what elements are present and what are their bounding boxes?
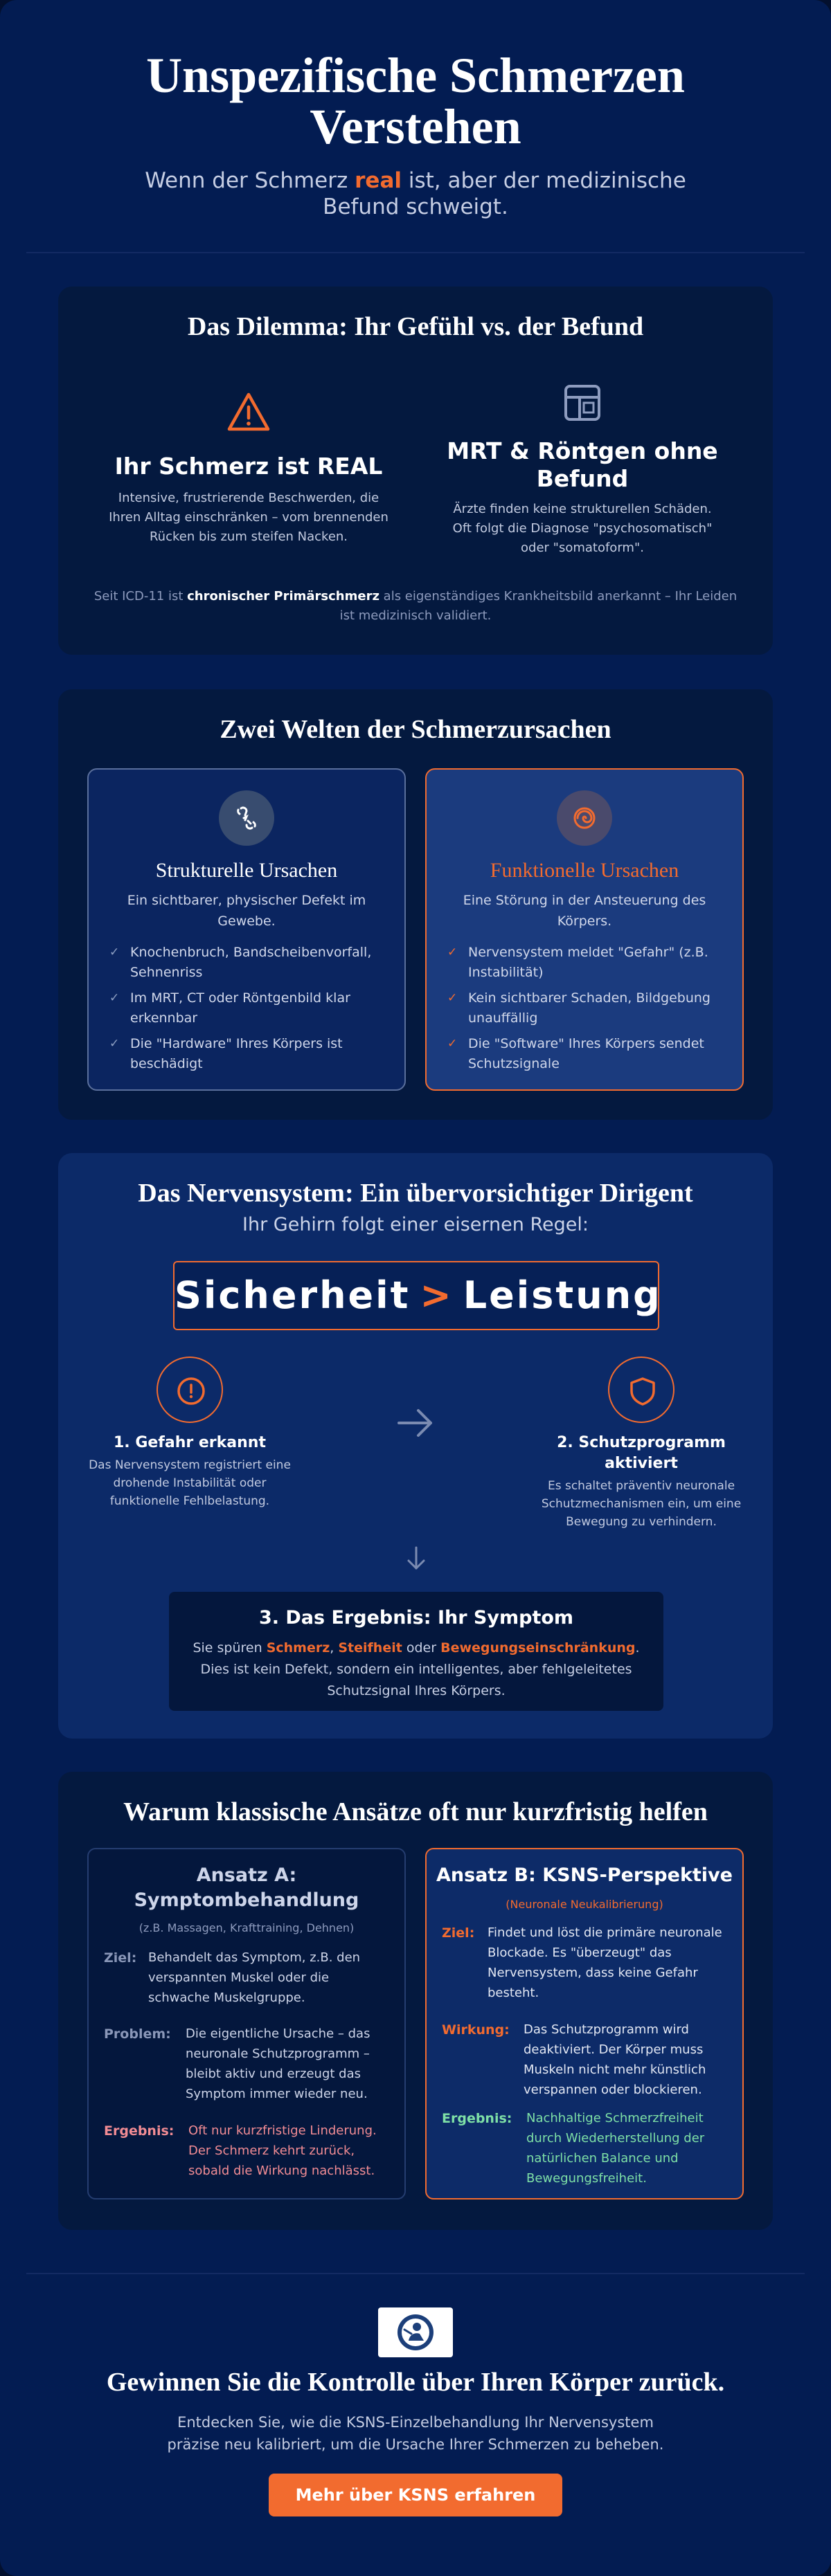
dilemma-pain-heading: Ihr Schmerz ist REAL (114, 453, 383, 480)
functional-card (425, 768, 744, 1091)
structural-heading: Strukturelle Ursachen (155, 859, 338, 882)
list-item (447, 943, 722, 983)
warning-triangle-icon (226, 390, 271, 435)
rule-equation (173, 1261, 662, 1330)
approach-a-problem (104, 2024, 391, 2104)
note-pre: Seit ICD-11 ist (93, 589, 188, 604)
note-bold: chronischer Primärschmerz (187, 589, 379, 604)
check-icon: ✓ (447, 991, 458, 1005)
functional-desc: Eine Störung in der Ansteuerung des Körpers. (463, 893, 706, 929)
alert-circle-icon (176, 1376, 206, 1406)
nervous-subtitle: Ihr Gehirn folgt einer eisernen Regel: (242, 1214, 589, 1235)
result-sep-1: , (330, 1640, 339, 1656)
nerve-signal-icon (571, 804, 598, 832)
step-danger (86, 1357, 294, 1523)
rule-operator: > (420, 1273, 454, 1317)
dilemma-section (58, 287, 773, 655)
arrow-down-icon (404, 1545, 428, 1572)
check-icon: ✓ (447, 1037, 458, 1051)
result-text: Oft nur kurzfristige Linderung. Der Schmerz kehrt zurück, sobald die Wirkung nachlässt. (188, 2123, 377, 2178)
page-title (0, 50, 831, 152)
approach-a-card (87, 1848, 406, 2199)
effect-text: Das Schutzprogramm wird deaktiviert. Der Körper muss Muskeln nicht mehr künstlich verspannen oder blockieren. (524, 2022, 706, 2097)
divider (26, 2273, 805, 2274)
logo-mark-icon (396, 2313, 435, 2352)
ksns-logo (378, 2307, 453, 2357)
rule-right: Leistung (463, 1273, 662, 1317)
divider (26, 252, 805, 253)
structural-card (87, 768, 406, 1091)
result-label: Ergebnis: (442, 2111, 512, 2126)
subtitle-highlight: real (355, 168, 402, 193)
step-2-title: 2. Schutzprogramm aktiviert (557, 1434, 726, 1472)
result-sep-2: oder (402, 1640, 441, 1656)
rule-left: Sicherheit (175, 1273, 411, 1317)
title-line-1: Unspezifische Schmerzen (146, 48, 685, 103)
list-item (447, 1034, 722, 1074)
step-1-circle (157, 1357, 223, 1423)
dilemma-pain-box (87, 375, 410, 579)
result-title: 3. Das Ergebnis: Ihr Symptom (258, 1607, 574, 1629)
goal-label: Ziel: (104, 1950, 137, 1966)
dilemma-mri-box (421, 375, 744, 579)
footer-title: Gewinnen Sie die Kontrolle über Ihren Körper zurück. (106, 2368, 725, 2397)
list-item (109, 1034, 384, 1074)
footer-text: Entdecken Sie, wie die KSNS-Einzelbehandlung Ihr Nervensystem präzise neu kalibriert, um die Ursache Ihrer Schmerzen zu beheben. (167, 2414, 664, 2453)
worlds-section (58, 689, 773, 1120)
result-text: Nachhaltige Schmerzfreiheit durch Wiederherstellung der natürlichen Balance und Bewegungsfreiheit. (526, 2111, 705, 2186)
list-item-text: Im MRT, CT oder Röntgenbild klar erkennbar (130, 990, 350, 1026)
step-protect (537, 1357, 745, 1536)
structural-icon-circle (219, 790, 274, 846)
list-item (109, 943, 384, 983)
approach-a-goal (104, 1948, 391, 2008)
result-box (169, 1592, 663, 1711)
note-post: als eigenständiges Krankheitsbild anerkannt – Ihr Leiden ist medizinisch validiert. (339, 589, 738, 623)
arrow-right-icon (395, 1402, 436, 1444)
list-item-text: Die "Hardware" Ihres Körpers ist beschädigt (130, 1036, 343, 1071)
approach-a-result (104, 2121, 391, 2181)
problem-label: Problem: (104, 2026, 171, 2042)
broken-bone-icon (233, 804, 260, 832)
nervous-section (58, 1153, 773, 1739)
shield-icon (627, 1376, 658, 1406)
approach-b-title: Ansatz B: KSNS-Perspektive (436, 1865, 733, 1886)
list-item-text: Nervensystem meldet "Gefahr" (z.B. Instabilität) (468, 945, 708, 980)
check-icon: ✓ (109, 945, 120, 959)
structural-list (109, 943, 384, 1080)
goal-text: Findet und löst die primäre neuronale Blockade. Es "überzeugt" das Nervensystem, dass keine Gefahr besteht. (488, 1925, 722, 2000)
result-text (169, 1638, 663, 1702)
cta-button[interactable]: Mehr über KSNS erfahren (269, 2474, 562, 2516)
approach-b-card (425, 1848, 744, 2199)
layout-panel-icon (560, 381, 605, 425)
approach-b-tag: (Neuronale Neukalibrierung) (506, 1898, 663, 1911)
list-item-text: Die "Software" Ihres Körpers sendet Schutzsignale (468, 1036, 704, 1071)
goal-label: Ziel: (442, 1925, 475, 1941)
step-1-text: Das Nervensystem registriert eine drohende Instabilität oder funktionelle Fehlbelastung. (89, 1458, 291, 1508)
effect-label: Wirkung: (442, 2022, 510, 2038)
check-icon: ✓ (109, 991, 120, 1005)
result-pre: Sie spüren (193, 1640, 267, 1656)
symptom-restriction: Bewegungseinschränkung (440, 1640, 636, 1656)
approach-b-effect (442, 2020, 729, 2100)
step-1-title: 1. Gefahr erkannt (114, 1434, 266, 1451)
subtitle-post: ist, aber der medizinische Befund schweigt. (323, 168, 686, 219)
problem-text: Die eigentliche Ursache – das neuronale Schutzprogramm – bleibt aktiv und erzeugt das Symptom immer wieder neu. (186, 2026, 370, 2101)
approach-b-result (442, 2108, 729, 2188)
result-post: . Dies ist kein Defekt, sondern ein intelligentes, aber fehlgeleitetes Schutzsignal Ihres Körpers. (200, 1640, 640, 1698)
result-label: Ergebnis: (104, 2123, 175, 2139)
page-subtitle (104, 167, 727, 220)
list-item (109, 988, 384, 1028)
list-item (447, 988, 722, 1028)
dilemma-pain-text: Intensive, frustrierende Beschwerden, die Ihren Alltag einschränken – vom brennenden Rücken bis zum steifen Nacken. (109, 491, 388, 544)
approach-a-tag: (z.B. Massagen, Krafttraining, Dehnen) (138, 1921, 355, 1934)
worlds-title: Zwei Welten der Schmerzursachen (220, 715, 611, 744)
subtitle-pre: Wenn der Schmerz (145, 168, 355, 193)
functional-heading: Funktionelle Ursachen (490, 859, 679, 882)
step-2-circle (608, 1357, 674, 1423)
header (0, 50, 831, 220)
check-icon: ✓ (109, 1037, 120, 1051)
approaches-title: Warum klassische Ansätze oft nur kurzfristig helfen (123, 1797, 708, 1826)
symptom-stiffness: Steifheit (338, 1640, 402, 1656)
step-2-text: Es schaltet präventiv neuronale Schutzmechanismen ein, um eine Bewegung zu verhindern. (541, 1479, 742, 1529)
dilemma-mri-text: Ärzte finden keine strukturellen Schäden. Oft folgt die Diagnose "psychosomatisch" oder "somatoform". (452, 502, 713, 555)
dilemma-note (86, 587, 745, 626)
title-line-2: Verstehen (310, 99, 521, 154)
approaches-section (58, 1772, 773, 2230)
structural-desc: Ein sichtbarer, physischer Defekt im Gewebe. (127, 893, 366, 929)
symptom-pain: Schmerz (266, 1640, 330, 1656)
functional-icon-circle (557, 790, 612, 846)
dilemma-mri-heading: MRT & Röntgen ohne Befund (447, 437, 718, 492)
dilemma-title: Das Dilemma: Ihr Gefühl vs. der Befund (187, 312, 644, 341)
goal-text: Behandelt das Symptom, z.B. den verspannten Muskel oder die schwache Muskelgruppe. (148, 1950, 361, 2005)
list-item-text: Kein sichtbarer Schaden, Bildgebung unauffällig (468, 990, 711, 1026)
functional-list (447, 943, 722, 1080)
nervous-title: Das Nervensystem: Ein übervorsichtiger Dirigent (138, 1179, 693, 1208)
approach-a-title: Ansatz A: Symptombehandlung (134, 1865, 359, 1911)
approach-b-goal (442, 1923, 729, 2003)
check-icon: ✓ (447, 945, 458, 959)
list-item-text: Knochenbruch, Bandscheibenvorfall, Sehnenriss (130, 945, 372, 980)
